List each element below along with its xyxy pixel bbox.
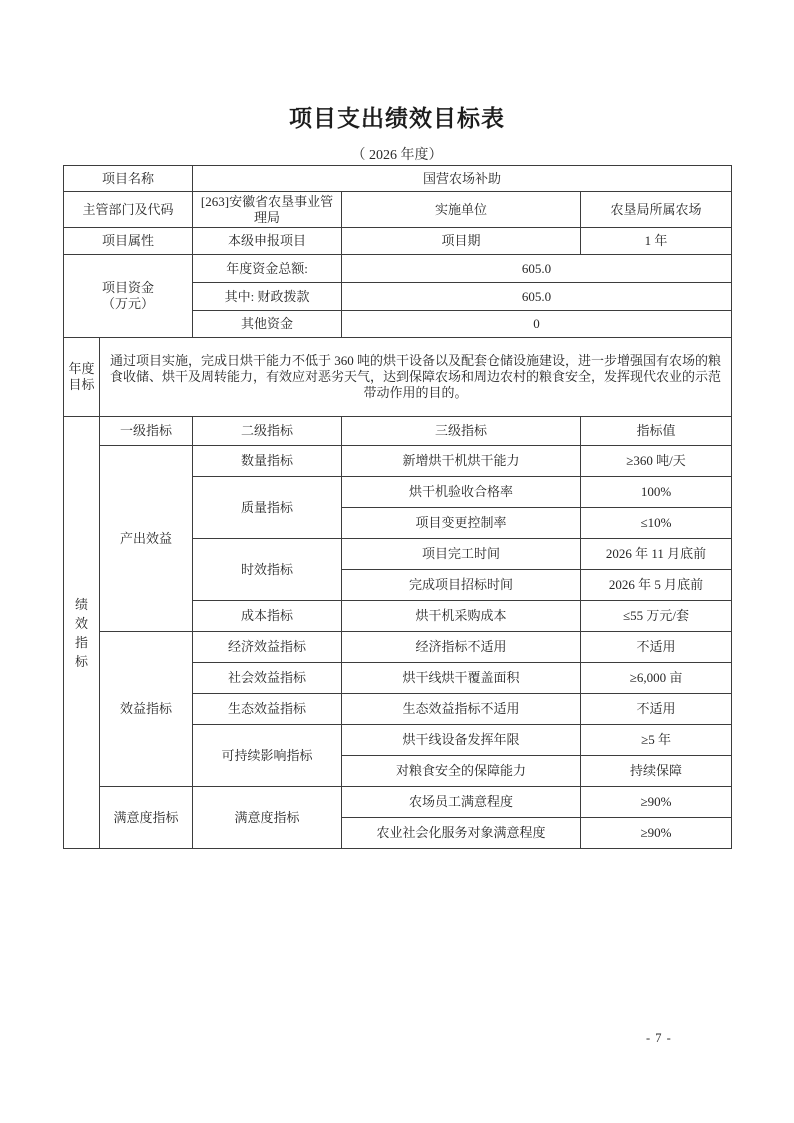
project-period-label: 项目期 bbox=[342, 228, 581, 255]
indicator-l2-cell: 数量指标 bbox=[193, 446, 342, 477]
funding-label-line1: 项目资金 bbox=[102, 280, 155, 295]
indicator-value-cell: ≥5 年 bbox=[581, 725, 732, 756]
row-project-attribute bbox=[64, 228, 732, 255]
implement-unit-label: 实施单位 bbox=[342, 192, 581, 228]
indicator-l1-cell: 产出效益 bbox=[100, 446, 193, 632]
indicator-value-cell: ≥90% bbox=[581, 818, 732, 849]
funding-other-value: 0 bbox=[342, 311, 732, 338]
row-department bbox=[64, 192, 732, 228]
indicator-value-cell: ≤10% bbox=[581, 508, 732, 539]
indicator-l3-cell: 农业社会化服务对象满意程度 bbox=[342, 818, 581, 849]
indicator-l2-cell: 质量指标 bbox=[193, 477, 342, 539]
annual-goal-text: 通过项目实施，完成日烘干能力不低于 360 吨的烘干设备以及配套仓储设施建设，进一步增强国有农场的粮食收储、烘干及周转能力，有效应对恶劣天气，达到保障农场和周边农村的粮食安全，发挥现代农业的示范带动作用的目的。 bbox=[100, 338, 732, 417]
indicator-l3-cell: 完成项目招标时间 bbox=[342, 570, 581, 601]
funding-total-label: 年度资金总额: bbox=[193, 255, 342, 283]
indicator-l2-cell: 经济效益指标 bbox=[193, 632, 342, 663]
indicator-value-cell: ≥360 吨/天 bbox=[581, 446, 732, 477]
header-value: 指标值 bbox=[581, 417, 732, 446]
indicators-section-label-text: 绩效指标 bbox=[74, 596, 88, 669]
indicator-value-cell: 2026 年 11 月底前 bbox=[581, 539, 732, 570]
indicator-l3-cell: 烘干线设备发挥年限 bbox=[342, 725, 581, 756]
funding-total-value: 605.0 bbox=[342, 255, 732, 283]
indicator-value-cell: 2026 年 5 月底前 bbox=[581, 570, 732, 601]
department-label: 主管部门及代码 bbox=[64, 192, 193, 228]
indicator-row bbox=[64, 632, 732, 663]
row-funding-total bbox=[64, 255, 732, 283]
indicator-l3-cell: 新增烘干机烘干能力 bbox=[342, 446, 581, 477]
page-number: - 7 - bbox=[646, 1031, 672, 1045]
header-level1: 一级指标 bbox=[100, 417, 193, 446]
indicator-l3-cell: 烘干机验收合格率 bbox=[342, 477, 581, 508]
indicator-l3-cell: 农场员工满意程度 bbox=[342, 787, 581, 818]
indicator-row bbox=[64, 446, 732, 477]
indicator-value-cell: 不适用 bbox=[581, 632, 732, 663]
implement-unit-value: 农垦局所属农场 bbox=[581, 192, 732, 228]
project-attribute-value: 本级申报项目 bbox=[193, 228, 342, 255]
row-project-name bbox=[64, 166, 732, 192]
indicator-row bbox=[64, 787, 732, 818]
indicator-l3-cell: 项目变更控制率 bbox=[342, 508, 581, 539]
indicator-l2-cell: 满意度指标 bbox=[193, 787, 342, 849]
funding-label-line2: （万元） bbox=[102, 296, 155, 311]
performance-target-table bbox=[63, 165, 732, 849]
page-subtitle: （ 2026 年度） bbox=[351, 148, 443, 163]
indicator-value-cell: 100% bbox=[581, 477, 732, 508]
indicator-value-cell: 持续保障 bbox=[581, 756, 732, 787]
indicator-l1-cell: 效益指标 bbox=[100, 632, 193, 787]
project-attribute-label: 项目属性 bbox=[64, 228, 193, 255]
funding-fiscal-value: 605.0 bbox=[342, 283, 732, 311]
indicator-l3-cell: 经济指标不适用 bbox=[342, 632, 581, 663]
indicator-value-cell: ≤55 万元/套 bbox=[581, 601, 732, 632]
funding-label bbox=[64, 255, 193, 338]
indicator-value-cell: ≥90% bbox=[581, 787, 732, 818]
indicator-l2-cell: 时效指标 bbox=[193, 539, 342, 601]
funding-fiscal-label: 其中: 财政拨款 bbox=[193, 283, 342, 311]
indicator-value-cell: ≥6,000 亩 bbox=[581, 663, 732, 694]
row-annual-goal bbox=[64, 338, 732, 417]
project-name-label: 项目名称 bbox=[64, 166, 193, 192]
header-level2: 二级指标 bbox=[193, 417, 342, 446]
annual-goal-label: 年度目标 bbox=[64, 338, 100, 417]
indicator-value-cell: 不适用 bbox=[581, 694, 732, 725]
indicator-l3-cell: 项目完工时间 bbox=[342, 539, 581, 570]
indicator-l3-cell: 烘干线烘干覆盖面积 bbox=[342, 663, 581, 694]
project-period-value: 1 年 bbox=[581, 228, 732, 255]
funding-other-label: 其他资金 bbox=[193, 311, 342, 338]
header-level3: 三级指标 bbox=[342, 417, 581, 446]
indicator-l2-cell: 成本指标 bbox=[193, 601, 342, 632]
page-title: 项目支出绩效目标表 bbox=[289, 105, 505, 131]
project-name-value: 国营农场补助 bbox=[193, 166, 732, 192]
department-value: [263]安徽省农垦事业管理局 bbox=[193, 192, 342, 228]
indicator-l2-cell: 生态效益指标 bbox=[193, 694, 342, 725]
indicators-section-label bbox=[64, 417, 100, 849]
indicator-l2-cell: 可持续影响指标 bbox=[193, 725, 342, 787]
indicator-l3-cell: 生态效益指标不适用 bbox=[342, 694, 581, 725]
indicator-l3-cell: 烘干机采购成本 bbox=[342, 601, 581, 632]
indicator-l3-cell: 对粮食安全的保障能力 bbox=[342, 756, 581, 787]
indicator-l1-cell: 满意度指标 bbox=[100, 787, 193, 849]
indicator-l2-cell: 社会效益指标 bbox=[193, 663, 342, 694]
row-indicator-headers bbox=[64, 417, 732, 446]
